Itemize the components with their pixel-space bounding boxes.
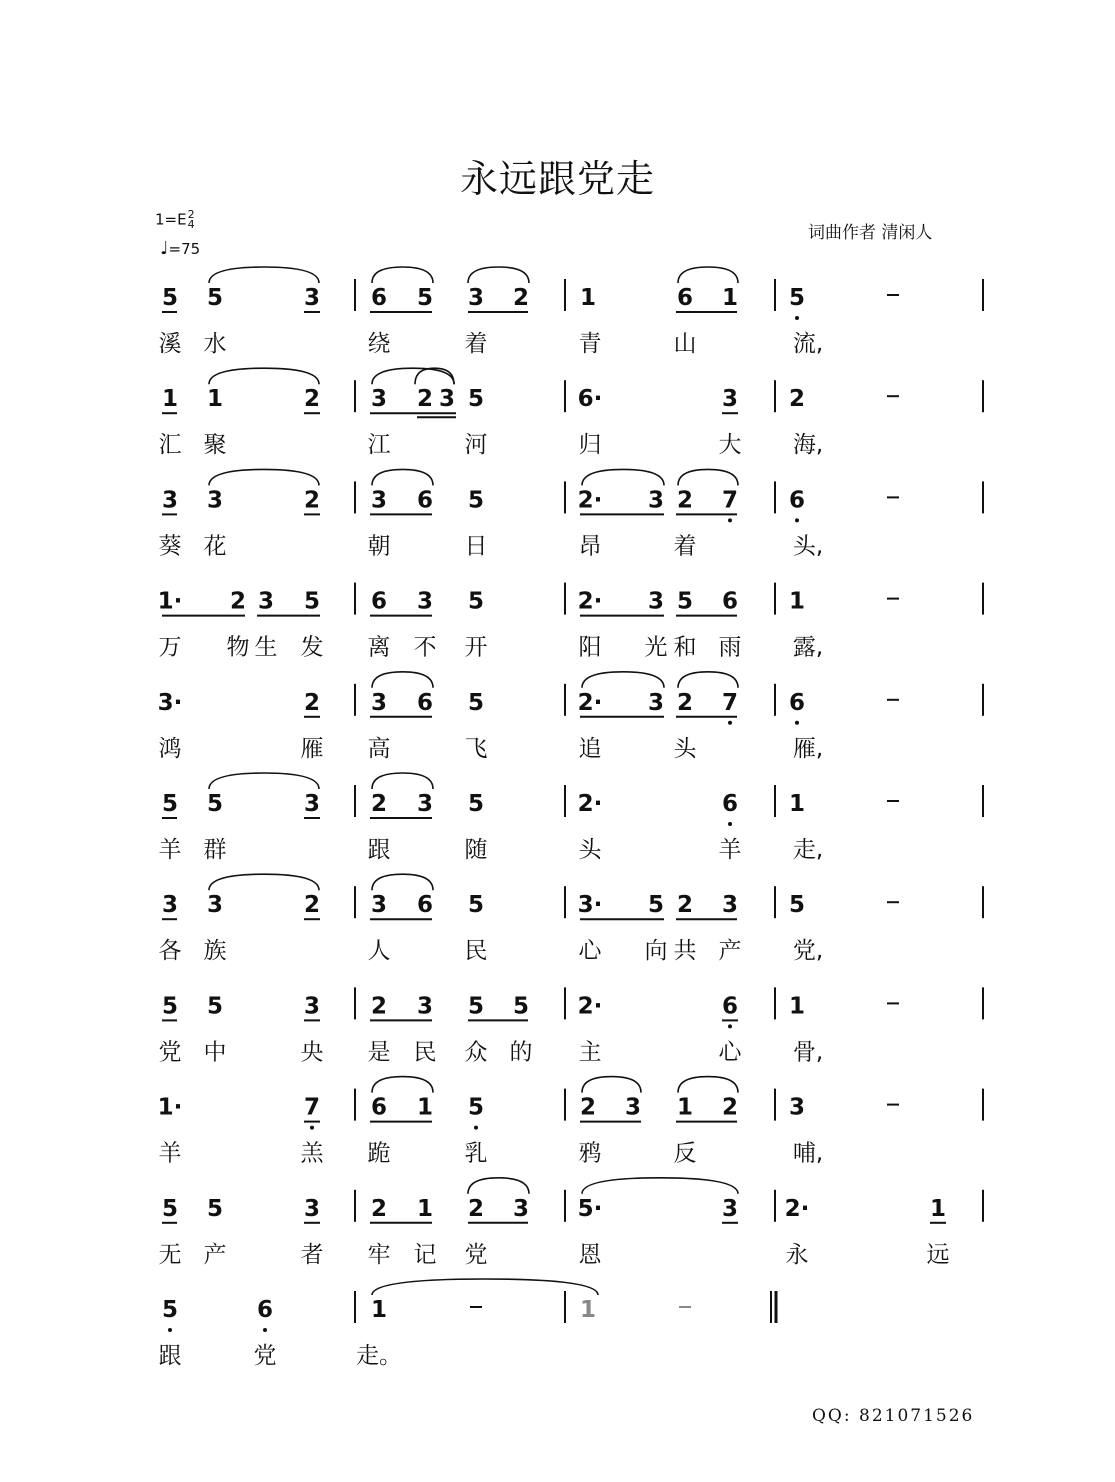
note: 1 [788, 993, 806, 1020]
note: 3 [161, 487, 179, 514]
note: 3 [647, 588, 665, 615]
lyric: 山 [673, 331, 697, 357]
note: 3 [647, 487, 665, 514]
note: 2 [303, 487, 321, 514]
lyric: 记 [413, 1241, 437, 1268]
lyric: 是 [367, 1039, 391, 1066]
lyric: 水 [203, 331, 227, 357]
lyric: 各 [158, 938, 182, 965]
slur [372, 267, 433, 283]
octave-dot-below [795, 316, 799, 320]
note: 2 [303, 386, 321, 413]
lyric: 高 [367, 735, 391, 762]
note: 2 [676, 487, 694, 514]
note: 3 [647, 689, 665, 716]
lyric: 哺, [792, 1140, 824, 1167]
lyric: 河 [464, 432, 488, 459]
lyric: 远 [926, 1241, 950, 1268]
note: 5· [577, 1195, 603, 1222]
lyric: 物 [226, 634, 250, 661]
note: 6 [256, 1297, 274, 1323]
lyric: 鸦 [578, 1140, 602, 1167]
note: 5 [206, 1195, 224, 1222]
lyric: 飞 [464, 735, 488, 762]
note: 2· [784, 1195, 810, 1222]
lyric: 日 [464, 533, 488, 560]
note: 6 [721, 993, 739, 1020]
lyric: 群 [203, 837, 227, 863]
author-credit: 词曲作者 清闲人 [808, 223, 933, 243]
note: 6 [676, 285, 694, 311]
lyric: 羊 [158, 837, 182, 863]
lyric: 头, [792, 533, 824, 560]
note: 7 [721, 487, 739, 514]
key-label: 1=E [155, 210, 187, 229]
lyric: 产 [203, 1241, 227, 1268]
lyric: 海, [792, 432, 824, 459]
slur [468, 267, 529, 283]
lyric: 归 [578, 432, 602, 459]
slur [372, 469, 433, 485]
lyric: 党 [253, 1343, 277, 1369]
note: 5 [303, 588, 321, 615]
note: 3 [416, 993, 434, 1020]
note: 6 [416, 689, 434, 716]
note: 7 [721, 689, 739, 716]
meter-top: 2 [187, 208, 195, 221]
lyric: 中 [203, 1039, 227, 1066]
lyric: 着 [464, 331, 488, 357]
slur [415, 368, 454, 384]
note: 6 [788, 689, 806, 716]
note: 3 [257, 588, 275, 615]
note: 2 [229, 588, 247, 615]
note: 3 [303, 1195, 321, 1222]
lyric: 跟 [367, 837, 391, 863]
lyric: 民 [413, 1039, 437, 1066]
tempo-value: =75 [168, 240, 201, 258]
note: 2 [303, 892, 321, 919]
note: 6 [370, 1094, 388, 1121]
note: 5 [161, 285, 179, 311]
lyric: 随 [464, 837, 488, 863]
note: 5 [206, 791, 224, 817]
lyric: 者 [300, 1241, 324, 1268]
lyric: 追 [578, 735, 602, 762]
note: 3 [721, 1195, 739, 1222]
lyric: 的 [509, 1039, 533, 1066]
lyric: 产 [718, 938, 742, 965]
note: 6 [721, 588, 739, 615]
octave-dot-below [795, 721, 799, 725]
lyric: 和 [673, 634, 697, 661]
lyric: 骨, [792, 1039, 824, 1066]
lyric: 走, [792, 837, 824, 863]
note: 1 [676, 1094, 694, 1121]
lyric: 露, [792, 634, 824, 661]
lyric: 羔 [300, 1140, 324, 1167]
lyric: 心 [718, 1039, 742, 1066]
slur [209, 267, 319, 283]
note: 6 [416, 487, 434, 514]
score-line [159, 1190, 984, 1268]
lyric: 光 [644, 634, 668, 661]
lyric: 无 [158, 1241, 182, 1268]
note: 5 [467, 892, 485, 919]
lyric: 江 [367, 432, 391, 459]
note: 1· [157, 588, 183, 615]
note: 5 [467, 993, 485, 1020]
lyric: 生 [254, 634, 278, 661]
lyric: 羊 [718, 837, 742, 863]
score-line [159, 987, 984, 1065]
note: 3 [624, 1094, 642, 1121]
note: 3 [416, 588, 434, 615]
lyric: 牢 [367, 1241, 391, 1268]
note: 1 [579, 1297, 597, 1323]
score-line [158, 583, 983, 661]
lyric: 鸿 [158, 735, 182, 762]
lyric: 头 [578, 837, 602, 863]
lyric: 大 [718, 432, 742, 459]
note: 3 [303, 285, 321, 311]
lyric: 人 [367, 938, 391, 965]
song-title: 永远跟党走 [459, 157, 655, 201]
meter-bottom: 4 [187, 218, 195, 231]
octave-dot-below [263, 1328, 267, 1332]
note: 2· [577, 689, 603, 716]
note: 3 [370, 689, 388, 716]
lyric: 雁, [792, 735, 824, 762]
note: 3 [721, 386, 739, 413]
lyric: 溪 [158, 331, 182, 357]
note: 5 [467, 1094, 485, 1121]
note: 2 [303, 689, 321, 716]
slur [582, 1077, 641, 1093]
lyric: 众 [464, 1039, 488, 1066]
lyric: 聚 [203, 432, 227, 459]
note: 3 [370, 386, 388, 413]
note: 2 [370, 1195, 388, 1222]
note: 5 [467, 487, 485, 514]
lyric: 跪 [367, 1140, 391, 1167]
slur [678, 672, 738, 688]
lyric: 党 [158, 1039, 182, 1066]
note: 5 [467, 791, 485, 817]
note: 3 [303, 791, 321, 817]
octave-dot-below [728, 518, 732, 522]
qq-contact: QQ: 821071526 [812, 1406, 975, 1426]
lyric: 汇 [158, 432, 182, 459]
octave-dot-below [728, 822, 732, 826]
lyric: 雁 [300, 735, 324, 762]
note: 5 [647, 892, 665, 919]
score-line [158, 684, 983, 762]
slur [678, 267, 738, 283]
note: 5 [206, 993, 224, 1020]
note: 2 [370, 993, 388, 1020]
slur [372, 1077, 433, 1093]
lyric: 发 [300, 634, 324, 661]
note: 5 [161, 791, 179, 817]
note: 5 [161, 1297, 179, 1323]
score-line [158, 1089, 983, 1167]
slur [209, 469, 319, 485]
octave-dot-below [168, 1328, 172, 1332]
note: 2 [579, 1094, 597, 1121]
slur [582, 1178, 738, 1194]
note: 1 [416, 1094, 434, 1121]
note: 1 [788, 588, 806, 615]
note: 1· [157, 1094, 183, 1121]
note: 5 [467, 689, 485, 716]
note: 3· [577, 892, 603, 919]
slur [372, 874, 433, 890]
note: 5 [788, 285, 806, 311]
note: 3 [438, 386, 456, 413]
lyric: 花 [203, 533, 227, 560]
octave-dot-below [728, 721, 732, 725]
note: 6 [721, 791, 739, 817]
slur [372, 368, 454, 384]
lyric: 离 [367, 634, 391, 661]
lyric: 跟 [158, 1343, 182, 1369]
lyric: 党, [792, 938, 824, 965]
note: 5 [161, 993, 179, 1020]
lyric: 永 [785, 1241, 809, 1268]
note: 2· [577, 487, 603, 514]
octave-dot-below [795, 518, 799, 522]
note: 1 [929, 1195, 947, 1222]
score-line [159, 886, 984, 964]
note: 5 [467, 386, 485, 413]
octave-dot-below [310, 1126, 314, 1130]
score-line [159, 1291, 777, 1369]
note: 2 [676, 892, 694, 919]
note: 5 [206, 285, 224, 311]
lyric: 流, [792, 331, 824, 357]
note: 5 [416, 285, 434, 311]
slur [582, 469, 664, 485]
note: 2· [577, 588, 603, 615]
note: 2 [676, 689, 694, 716]
lyric: 族 [203, 938, 227, 965]
lyric: 青 [578, 331, 602, 357]
note: 1 [161, 386, 179, 413]
slur [678, 469, 738, 485]
note: 2· [577, 993, 603, 1020]
lyric: 葵 [158, 533, 182, 560]
slur [468, 1178, 529, 1194]
octave-dot-below [474, 1126, 478, 1130]
note: 2 [788, 386, 806, 413]
score-line [159, 785, 984, 863]
note: 6 [416, 892, 434, 919]
note: 1 [788, 791, 806, 817]
lyric: 心 [578, 938, 602, 965]
quarter-note-icon: ♩ [160, 238, 169, 259]
note: 1 [370, 1297, 388, 1323]
note: 3 [467, 285, 485, 311]
note: 2 [467, 1195, 485, 1222]
note: 3 [416, 791, 434, 817]
lyric: 着 [673, 533, 697, 560]
slur [209, 773, 319, 789]
note: 3 [788, 1094, 806, 1121]
note: 3 [206, 487, 224, 514]
lyric: 绕 [367, 331, 391, 357]
note: 1 [206, 386, 224, 413]
note: 5 [161, 1195, 179, 1222]
lyric: 乳 [464, 1140, 488, 1167]
slur [678, 1077, 738, 1093]
lyric: 向 [644, 938, 668, 965]
slur [372, 773, 433, 789]
lyric: 羊 [158, 1140, 182, 1167]
note: 5 [512, 993, 530, 1020]
slur [209, 874, 319, 890]
note: 2· [577, 791, 603, 817]
slur [582, 672, 664, 688]
note: 1 [416, 1195, 434, 1222]
slur [209, 368, 319, 384]
note: 3 [370, 487, 388, 514]
note: 2 [370, 791, 388, 817]
note: 3· [157, 689, 183, 716]
note: 6 [370, 285, 388, 311]
lyric: 朝 [367, 533, 391, 560]
note: 3 [512, 1195, 530, 1222]
note: 3 [206, 892, 224, 919]
note: 6 [788, 487, 806, 514]
lyric: 不 [413, 634, 437, 661]
note: 1 [579, 285, 597, 311]
lyric: 昂 [578, 533, 602, 560]
note: 3 [370, 892, 388, 919]
note: 2 [416, 386, 434, 413]
score-line [159, 279, 984, 357]
note: 6· [577, 386, 603, 413]
lyric: 央 [300, 1039, 324, 1066]
score-line [159, 481, 984, 559]
note: 2 [512, 285, 530, 311]
octave-dot-below [728, 1024, 732, 1028]
lyric: 阳 [578, 634, 602, 661]
note: 3 [721, 892, 739, 919]
lyric: 万 [158, 634, 182, 661]
lyric: 主 [578, 1039, 602, 1066]
lyric: 头 [673, 735, 697, 762]
note: 5 [676, 588, 694, 615]
lyric: 走。 [356, 1343, 402, 1369]
note: 3 [303, 993, 321, 1020]
note: 2 [721, 1094, 739, 1121]
note: 3 [161, 892, 179, 919]
note: 5 [467, 588, 485, 615]
slur [372, 672, 433, 688]
lyric: 共 [673, 938, 697, 965]
lyric: 民 [464, 938, 488, 965]
lyric: 开 [464, 634, 488, 661]
note: 7 [303, 1094, 321, 1121]
lyric: 反 [673, 1140, 697, 1167]
lyric: 党 [464, 1241, 488, 1268]
note: 6 [370, 588, 388, 615]
note: 1 [721, 285, 739, 311]
score-line [159, 380, 984, 458]
lyric: 恩 [578, 1241, 602, 1268]
note: 5 [788, 892, 806, 919]
lyric: 雨 [718, 634, 742, 661]
